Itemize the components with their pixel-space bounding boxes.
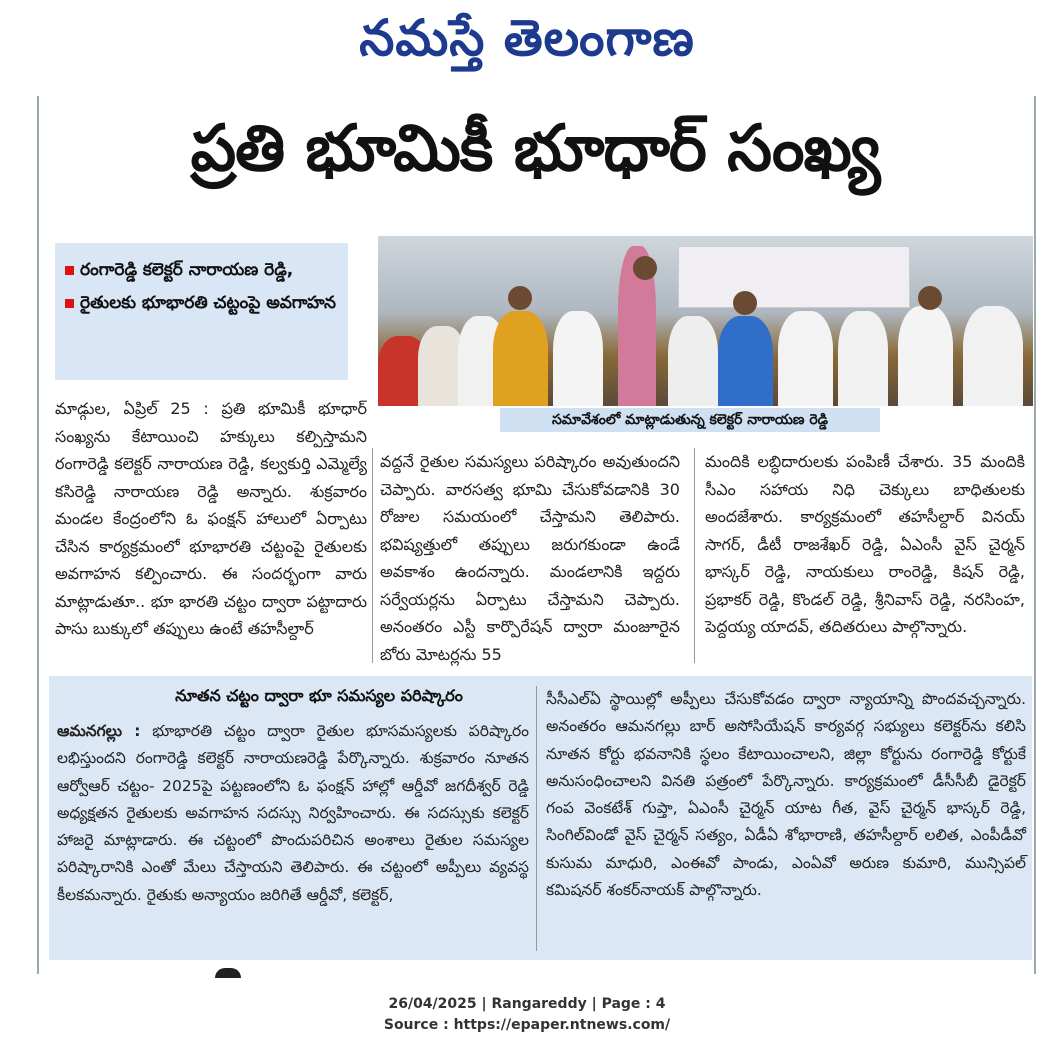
stage-banner — [678, 246, 910, 308]
article-column-2: వద్దనే రైతుల సమస్యలు పరిష్కారం అవుతుందని చెప్పారు. వారసత్వ భూమి చేసుకోవడానికి 30 రోజుల సమయంలో చేస్తామని తెలిపారు. భవిష్యత్తులో తప్పులు జరుగకుండా ఉండే అవకాశం ఉందన్నారు. మండలానికి ఇద్దరు సర్వేయర్లను ఏర్పాటు చేస్తామని చెప్పారు. అనంతరం ఎస్టీ కార్పొరేషన్ ద్వారా మంజూరైన బోరు మోటర్లను 55 — [380, 452, 680, 664]
bullet-icon — [65, 266, 74, 275]
page-decoration — [215, 968, 241, 978]
bullet-icon — [65, 299, 74, 308]
article-column-3: మందికి లబ్ధిదారులకు పంపిణీ చేశారు. 35 మందికి సీఎం సహాయ నిధి చెక్కులు బాధితులకు అందజేశారు. కార్యక్రమంలో తహసీల్దార్ వినయ్ సాగర్, డీటీ రాజశేఖర్ రెడ్డి, ఏఎంసీ వైస్ చైర్మన్ భాస్కర్ రెడ్డి, నాయకులు రాంరెడ్డి, కిషన్ రెడ్డి, ప్రభాకర్ రెడ్డి, కొండల్ రెడ్డి, శ్రీనివాస్ రెడ్డి, నరసింహ, పెద్దయ్య యాదవ్, తదితరులు పాల్గొన్నారు. — [705, 452, 1025, 636]
highlight-item: రైతులకు భూభారతి చట్టంపై అవగాహన — [65, 290, 338, 317]
story-column-2: సీసీఎల్ఏ స్థాయిల్లో అప్పీలు చేసుకోవడం ద్వారా న్యాయాన్ని పొందవచ్చన్నారు. అనంతరం ఆమనగల్లు బార్ అసోసియేషన్ కార్యవర్గ సభ్యులు కలెక్టర్‌ను కలిసి నూతన కోర్టు భవనానికి స్థలం కేటాయించాలని, జిల్లా కోర్టును రంగారెడ్డి కోర్టుకే అనుసంధించాలని వినతి పత్రంలో పేర్కొన్నారు. కార్యక్రమంలో డీసీసీబీ డైరెక్టర్ గంప వెంకటేశ్ గుప్తా, ఏఎంసీ చైర్మన్ యాట గీత, వైస్ చైర్మన్ భాస్కర్ రెడ్డి, సింగిల్‌విండో వైస్ చైర్మన్ సత్యం, ఏడీఏ శోభారాణి, తహసీల్దార్ లలిత, ఎంపీడీవో కుసుమ మాధురి, ఎంఈవో పాండు, ఎంఏవో అరుణ కుమారి, మున్సిపల్ కమిషనర్ శంకర్‌నాయక్ పాల్గొన్నారు. — [546, 690, 1026, 900]
footer-date-edition: 26/04/2025 | Rangareddy | Page : 4 — [388, 996, 666, 1012]
highlight-item: రంగారెడ్డి కలెక్టర్ నారాయణ రెడ్డి, — [65, 257, 338, 284]
highlights-box — [55, 243, 348, 380]
column-divider — [536, 686, 537, 951]
story-dateline: ఆమనగల్లు : — [57, 722, 141, 740]
sidebar-story-box — [49, 676, 1032, 960]
newspaper-masthead: నమస్తే తెలంగాణ — [359, 8, 695, 67]
article-column-1: మాడ్గుల, ఏప్రిల్ 25 : ప్రతి భూమికీ భూధార్ సంఖ్యను కేటాయించి హక్కులు కల్పిస్తామని రంగారెడ్డి కలెక్టర్ నారాయణ రెడ్డి, కల్వకుర్తి ఎమ్మెల్యే కసిరెడ్డి నారాయణ రెడ్డి అన్నారు. శుక్రవారం మండల కేంద్రంలోని ఓ ఫంక్షన్ హాలులో ఏర్పాటు చేసిన కార్యక్రమంలో భూభారతి చట్టంపై రైతులకు అవగాహన కల్పించారు. ఈ సందర్భంగా వారు మాట్లాడుతూ.. భూ భారతి చట్టం ద్వారా పట్టాదారు పాసు బుక్కులో తప్పులు ఉంటే తహసీల్దార్ — [55, 399, 367, 638]
column-divider — [372, 448, 373, 663]
story-column-1: ఆమనగల్లు : భూభారతి చట్టం ద్వారా రైతుల భూసమస్యలకు పరిష్కారం లభిస్తుందని రంగారెడ్డి కలెక్టర్ నారాయణరెడ్డి పేర్కొన్నారు. శుక్రవారం నూతన ఆర్వోఆర్ చట్టం- 2025పై పట్టణంలోని ఓ ఫంక్షన్ హాల్లో ఆర్డీవో జగదీశ్వర్ రెడ్డి అధ్యక్షతన రైతులకు అవగాహన సదస్సు నిర్వహించారు. ఈ సదస్సుకు కలెక్టర్ హాజరై మాట్లాడారు. ఈ చట్టంలో పొందుపరిచిన అంశాలు రైతుల సమస్యల పరిష్కారానికి ఎంతో మేలు చేస్తాయని తెలిపారు. ఈ చట్టంలో అప్పీలు వ్యవస్థ కీలకమన్నారు. రైతుకు అన్యాయం జరిగితే ఆర్డీవో, కలెక్టర్, — [57, 722, 529, 904]
photo-caption: సమావేశంలో మాట్లాడుతున్న కలెక్టర్ నారాయణ రెడ్డి — [500, 408, 880, 432]
column-divider — [694, 448, 695, 663]
event-photo — [378, 236, 1033, 406]
footer-source-link[interactable]: Source : https://epaper.ntnews.com/ — [383, 1017, 671, 1033]
story-subheading: నూతన చట్టం ద్వారా భూ సమస్యల పరిష్కారం — [175, 686, 463, 705]
article-headline: ప్రతి భూమికీ భూధార్ సంఖ్య — [190, 112, 880, 186]
